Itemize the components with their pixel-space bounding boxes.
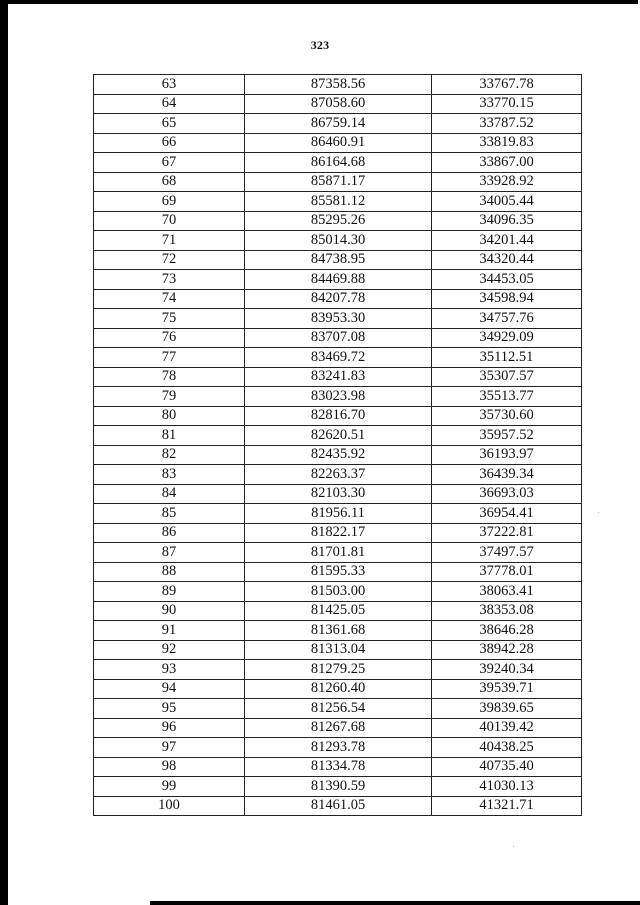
page-number: 323 (310, 38, 330, 52)
value-b-cell: 37778.01 (432, 562, 582, 582)
value-b-cell: 33770.15 (432, 94, 582, 114)
value-a-cell: 82435.92 (245, 445, 432, 465)
row-index-cell: 100 (94, 796, 245, 816)
value-b-cell: 41030.13 (432, 777, 582, 797)
row-index-cell: 68 (94, 172, 245, 192)
table-row (94, 484, 582, 504)
value-a-cell: 81503.00 (245, 582, 432, 602)
table-row (94, 660, 582, 680)
table-row (94, 231, 582, 251)
table-row (94, 426, 582, 446)
value-a-cell: 82103.30 (245, 484, 432, 504)
value-a-cell: 85295.26 (245, 211, 432, 231)
value-a-cell: 81267.68 (245, 718, 432, 738)
row-index-cell: 97 (94, 738, 245, 758)
value-b-cell: 38063.41 (432, 582, 582, 602)
row-index-cell: 72 (94, 250, 245, 270)
table-body (94, 75, 582, 816)
value-b-cell: 38646.28 (432, 621, 582, 641)
value-b-cell: 36439.34 (432, 465, 582, 485)
table-row (94, 153, 582, 173)
table-row (94, 601, 582, 621)
row-index-cell: 98 (94, 757, 245, 777)
value-b-cell: 38942.28 (432, 640, 582, 660)
table-row (94, 465, 582, 485)
table-row (94, 289, 582, 309)
table-row (94, 192, 582, 212)
table-row (94, 445, 582, 465)
value-a-cell: 81595.33 (245, 562, 432, 582)
table-row (94, 640, 582, 660)
row-index-cell: 85 (94, 504, 245, 524)
value-a-cell: 83707.08 (245, 328, 432, 348)
table-row (94, 504, 582, 524)
row-index-cell: 99 (94, 777, 245, 797)
row-index-cell: 75 (94, 309, 245, 329)
table-row (94, 699, 582, 719)
value-b-cell: 34598.94 (432, 289, 582, 309)
row-index-cell: 88 (94, 562, 245, 582)
value-b-cell: 36193.97 (432, 445, 582, 465)
row-index-cell: 73 (94, 270, 245, 290)
row-index-cell: 93 (94, 660, 245, 680)
row-index-cell: 67 (94, 153, 245, 173)
value-b-cell: 34453.05 (432, 270, 582, 290)
row-index-cell: 70 (94, 211, 245, 231)
table-row (94, 582, 582, 602)
row-index-cell: 81 (94, 426, 245, 446)
table-row (94, 133, 582, 153)
row-index-cell: 74 (94, 289, 245, 309)
table-row (94, 250, 582, 270)
value-b-cell: 35112.51 (432, 348, 582, 368)
row-index-cell: 94 (94, 679, 245, 699)
value-b-cell: 36954.41 (432, 504, 582, 524)
value-b-cell: 33819.83 (432, 133, 582, 153)
row-index-cell: 76 (94, 328, 245, 348)
table-row (94, 94, 582, 114)
table-row (94, 738, 582, 758)
value-a-cell: 86164.68 (245, 153, 432, 173)
table-row (94, 211, 582, 231)
value-a-cell: 81822.17 (245, 523, 432, 543)
table-row (94, 523, 582, 543)
row-index-cell: 69 (94, 192, 245, 212)
value-a-cell: 81256.54 (245, 699, 432, 719)
row-index-cell: 91 (94, 621, 245, 641)
table-row (94, 348, 582, 368)
row-index-cell: 77 (94, 348, 245, 368)
value-b-cell: 37222.81 (432, 523, 582, 543)
table-row (94, 328, 582, 348)
value-b-cell: 34320.44 (432, 250, 582, 270)
table-row (94, 114, 582, 134)
page-border-left (0, 0, 8, 905)
value-b-cell: 33767.78 (432, 75, 582, 95)
value-b-cell: 34929.09 (432, 328, 582, 348)
table-row (94, 406, 582, 426)
table-row (94, 718, 582, 738)
value-b-cell: 35307.57 (432, 367, 582, 387)
value-b-cell: 33867.00 (432, 153, 582, 173)
value-b-cell: 39240.34 (432, 660, 582, 680)
row-index-cell: 89 (94, 582, 245, 602)
value-a-cell: 81390.59 (245, 777, 432, 797)
table-row (94, 621, 582, 641)
value-b-cell: 40438.25 (432, 738, 582, 758)
value-a-cell: 81956.11 (245, 504, 432, 524)
page-border-top (2, 0, 638, 4)
value-a-cell: 82263.37 (245, 465, 432, 485)
value-a-cell: 81425.05 (245, 601, 432, 621)
value-b-cell: 36693.03 (432, 484, 582, 504)
value-a-cell: 81293.78 (245, 738, 432, 758)
value-a-cell: 83023.98 (245, 387, 432, 407)
value-a-cell: 81334.78 (245, 757, 432, 777)
value-a-cell: 87058.60 (245, 94, 432, 114)
row-index-cell: 63 (94, 75, 245, 95)
row-index-cell: 95 (94, 699, 245, 719)
value-a-cell: 81279.25 (245, 660, 432, 680)
row-index-cell: 92 (94, 640, 245, 660)
value-a-cell: 84738.95 (245, 250, 432, 270)
row-index-cell: 84 (94, 484, 245, 504)
value-a-cell: 85581.12 (245, 192, 432, 212)
value-b-cell: 33928.92 (432, 172, 582, 192)
table-row (94, 270, 582, 290)
table-row (94, 757, 582, 777)
value-b-cell: 34757.76 (432, 309, 582, 329)
row-index-cell: 87 (94, 543, 245, 563)
value-a-cell: 82816.70 (245, 406, 432, 426)
value-a-cell: 83469.72 (245, 348, 432, 368)
row-index-cell: 96 (94, 718, 245, 738)
value-a-cell: 81461.05 (245, 796, 432, 816)
value-a-cell: 83953.30 (245, 309, 432, 329)
row-index-cell: 86 (94, 523, 245, 543)
row-index-cell: 82 (94, 445, 245, 465)
value-b-cell: 34201.44 (432, 231, 582, 251)
value-a-cell: 86759.14 (245, 114, 432, 134)
value-b-cell: 35957.52 (432, 426, 582, 446)
value-a-cell: 85871.17 (245, 172, 432, 192)
data-table (93, 74, 582, 816)
table-row (94, 679, 582, 699)
table-row (94, 387, 582, 407)
value-a-cell: 81260.40 (245, 679, 432, 699)
row-index-cell: 66 (94, 133, 245, 153)
value-b-cell: 39839.65 (432, 699, 582, 719)
row-index-cell: 65 (94, 114, 245, 134)
value-b-cell: 35730.60 (432, 406, 582, 426)
table-row (94, 309, 582, 329)
page-border-bottom (150, 901, 640, 905)
value-a-cell: 85014.30 (245, 231, 432, 251)
value-b-cell: 34096.35 (432, 211, 582, 231)
value-a-cell: 86460.91 (245, 133, 432, 153)
table-row (94, 777, 582, 797)
value-a-cell: 83241.83 (245, 367, 432, 387)
row-index-cell: 64 (94, 94, 245, 114)
value-a-cell: 87358.56 (245, 75, 432, 95)
value-a-cell: 84469.88 (245, 270, 432, 290)
value-b-cell: 34005.44 (432, 192, 582, 212)
table-row (94, 367, 582, 387)
table-row (94, 75, 582, 95)
row-index-cell: 83 (94, 465, 245, 485)
value-b-cell: 40735.40 (432, 757, 582, 777)
value-a-cell: 81701.81 (245, 543, 432, 563)
table-row (94, 796, 582, 816)
row-index-cell: 78 (94, 367, 245, 387)
value-b-cell: 37497.57 (432, 543, 582, 563)
row-index-cell: 79 (94, 387, 245, 407)
value-a-cell: 82620.51 (245, 426, 432, 446)
row-index-cell: 90 (94, 601, 245, 621)
row-index-cell: 71 (94, 231, 245, 251)
scan-speck (598, 512, 599, 513)
value-a-cell: 84207.78 (245, 289, 432, 309)
scan-speck (513, 846, 514, 847)
row-index-cell: 80 (94, 406, 245, 426)
table-row (94, 543, 582, 563)
value-b-cell: 39539.71 (432, 679, 582, 699)
value-b-cell: 33787.52 (432, 114, 582, 134)
value-b-cell: 40139.42 (432, 718, 582, 738)
value-b-cell: 35513.77 (432, 387, 582, 407)
value-a-cell: 81361.68 (245, 621, 432, 641)
table-row (94, 562, 582, 582)
table-row (94, 172, 582, 192)
value-b-cell: 41321.71 (432, 796, 582, 816)
value-a-cell: 81313.04 (245, 640, 432, 660)
value-b-cell: 38353.08 (432, 601, 582, 621)
